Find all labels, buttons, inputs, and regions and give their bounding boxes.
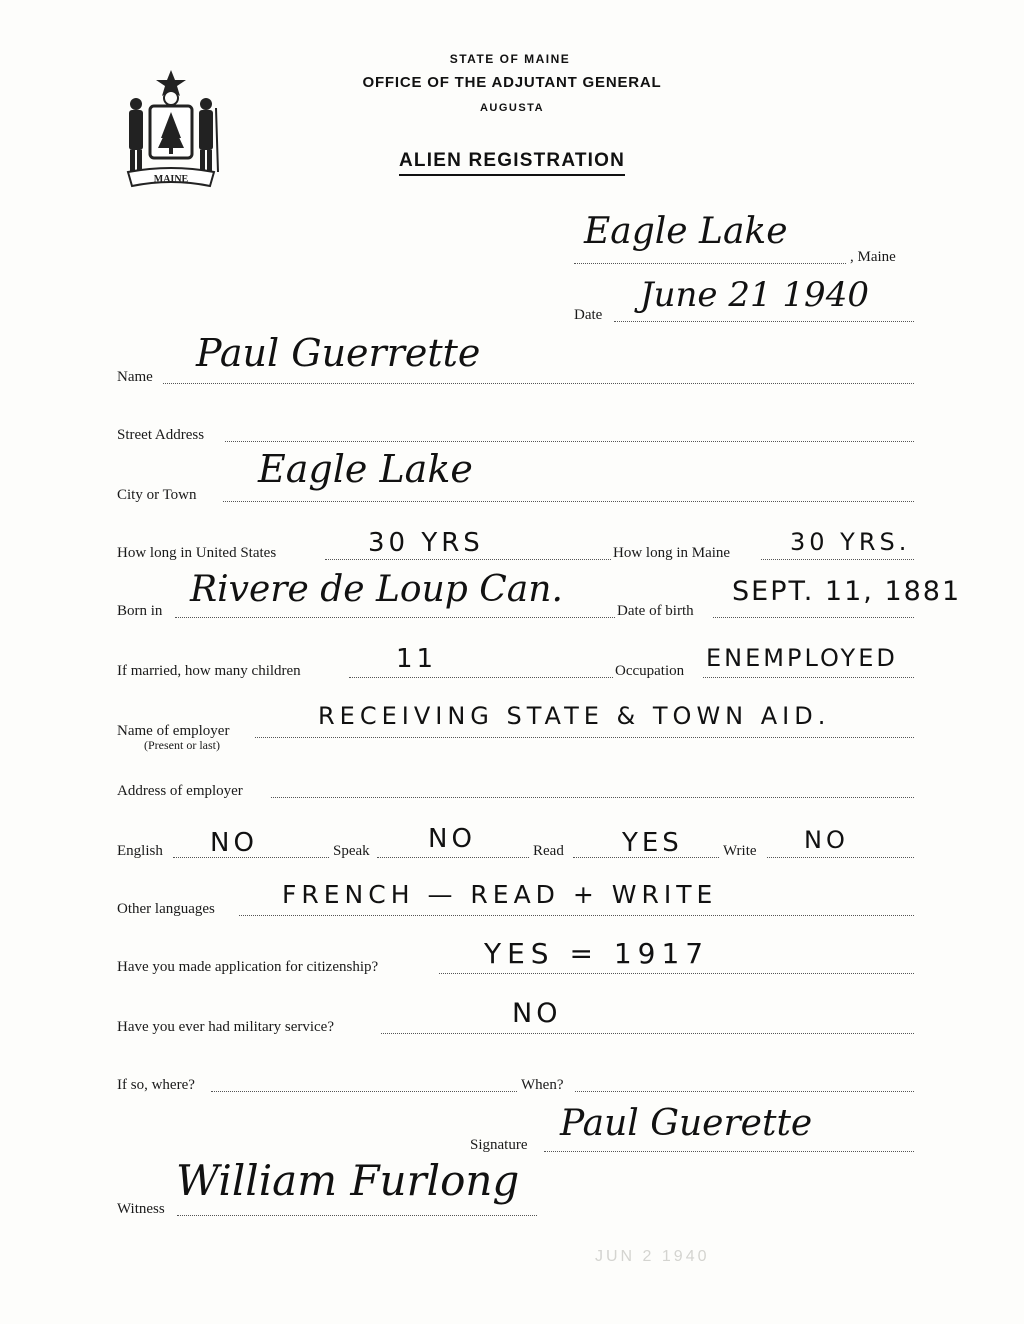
occupation-label: Occupation (615, 663, 685, 679)
where-label: If so, where? (117, 1077, 195, 1093)
header-city: AUGUSTA (479, 102, 545, 114)
street-label: Street Address (117, 427, 205, 443)
military-line (381, 1033, 914, 1034)
occupation-line (703, 677, 914, 678)
date-line (614, 321, 914, 322)
name-label: Name (117, 369, 153, 385)
employer-address-label: Address of employer (117, 783, 243, 799)
speak-label: Speak (333, 843, 370, 859)
speak-line (377, 857, 529, 858)
date-value[interactable]: June 21 1940 (640, 275, 869, 315)
seal-banner-text: MAINE (153, 174, 189, 185)
citizenship-label: Have you made application for citizenship? (117, 959, 379, 975)
form-title-text: ALIEN REGISTRATION (399, 150, 625, 176)
english-value[interactable]: NO (210, 828, 258, 858)
how-long-maine-value[interactable]: 30 YRS. (790, 528, 911, 556)
name-line (163, 383, 914, 384)
signature-label: Signature (470, 1137, 528, 1153)
witness-label: Witness (117, 1201, 165, 1217)
employer-address-line (271, 797, 914, 798)
born-in-line (175, 617, 615, 618)
dob-line (713, 617, 914, 618)
occupation-value[interactable]: ENEMPLOYED (706, 644, 898, 672)
signature-line (544, 1151, 914, 1152)
write-value[interactable]: NO (804, 826, 849, 854)
citizenship-line (439, 973, 914, 974)
witness-value[interactable]: William Furlong (176, 1156, 520, 1205)
how-long-us-value[interactable]: 30 YRS (368, 528, 484, 558)
date-label: Date (574, 307, 603, 323)
other-languages-line (239, 915, 914, 916)
how-long-us-line (325, 559, 611, 560)
town-value[interactable]: Eagle Lake (584, 211, 788, 252)
english-label: English (117, 843, 163, 859)
maine-label: , Maine (850, 249, 896, 265)
header-office: OFFICE OF THE ADJUTANT GENERAL (362, 74, 662, 91)
born-in-value[interactable]: Rivere de Loup Can. (190, 569, 563, 610)
signature-value[interactable]: Paul Guerette (560, 1103, 813, 1144)
children-label: If married, how many children (117, 663, 301, 679)
name-value[interactable]: Paul Guerrette (196, 331, 481, 375)
form-title (0, 150, 1024, 172)
born-in-label: Born in (117, 603, 163, 619)
street-line (225, 441, 914, 442)
when-line (575, 1091, 914, 1092)
write-line (767, 857, 914, 858)
children-value[interactable]: 11 (396, 644, 438, 674)
employer-line (255, 737, 914, 738)
employer-sub-label: (Present or last) (144, 738, 220, 752)
employer-address-row (117, 772, 914, 800)
header-state: STATE OF MAINE (449, 52, 571, 66)
town-line (574, 263, 846, 264)
received-stamp: JUN 2 1940 (595, 1248, 710, 1265)
how-long-maine-label: How long in Maine (613, 545, 731, 561)
city-row (117, 476, 914, 504)
other-languages-label: Other languages (117, 901, 215, 917)
citizenship-value[interactable]: YES = 1917 (484, 937, 710, 970)
where-when-row (117, 1066, 914, 1094)
where-line (211, 1091, 517, 1092)
how-long-maine-line (761, 559, 914, 560)
read-value[interactable]: YES (622, 828, 683, 858)
other-languages-value[interactable]: FRENCH — READ + WRITE (282, 880, 718, 909)
dob-label: Date of birth (617, 603, 694, 619)
employer-value[interactable]: RECEIVING STATE & TOWN AID. (318, 702, 831, 730)
military-label: Have you ever had military service? (117, 1019, 334, 1035)
dob-value[interactable]: SEPT. 11, 1881 (732, 576, 962, 607)
employer-label: Name of employer (117, 723, 230, 739)
children-line (349, 677, 613, 678)
military-value[interactable]: NO (512, 998, 562, 1029)
write-label: Write (723, 843, 757, 859)
witness-line (177, 1215, 537, 1216)
when-label: When? (521, 1077, 564, 1093)
city-value[interactable]: Eagle Lake (258, 447, 473, 491)
how-long-us-label: How long in United States (117, 545, 277, 561)
street-row (117, 416, 914, 444)
city-line (223, 501, 914, 502)
city-label: City or Town (117, 487, 197, 503)
read-label: Read (533, 843, 564, 859)
speak-value[interactable]: NO (428, 824, 476, 854)
